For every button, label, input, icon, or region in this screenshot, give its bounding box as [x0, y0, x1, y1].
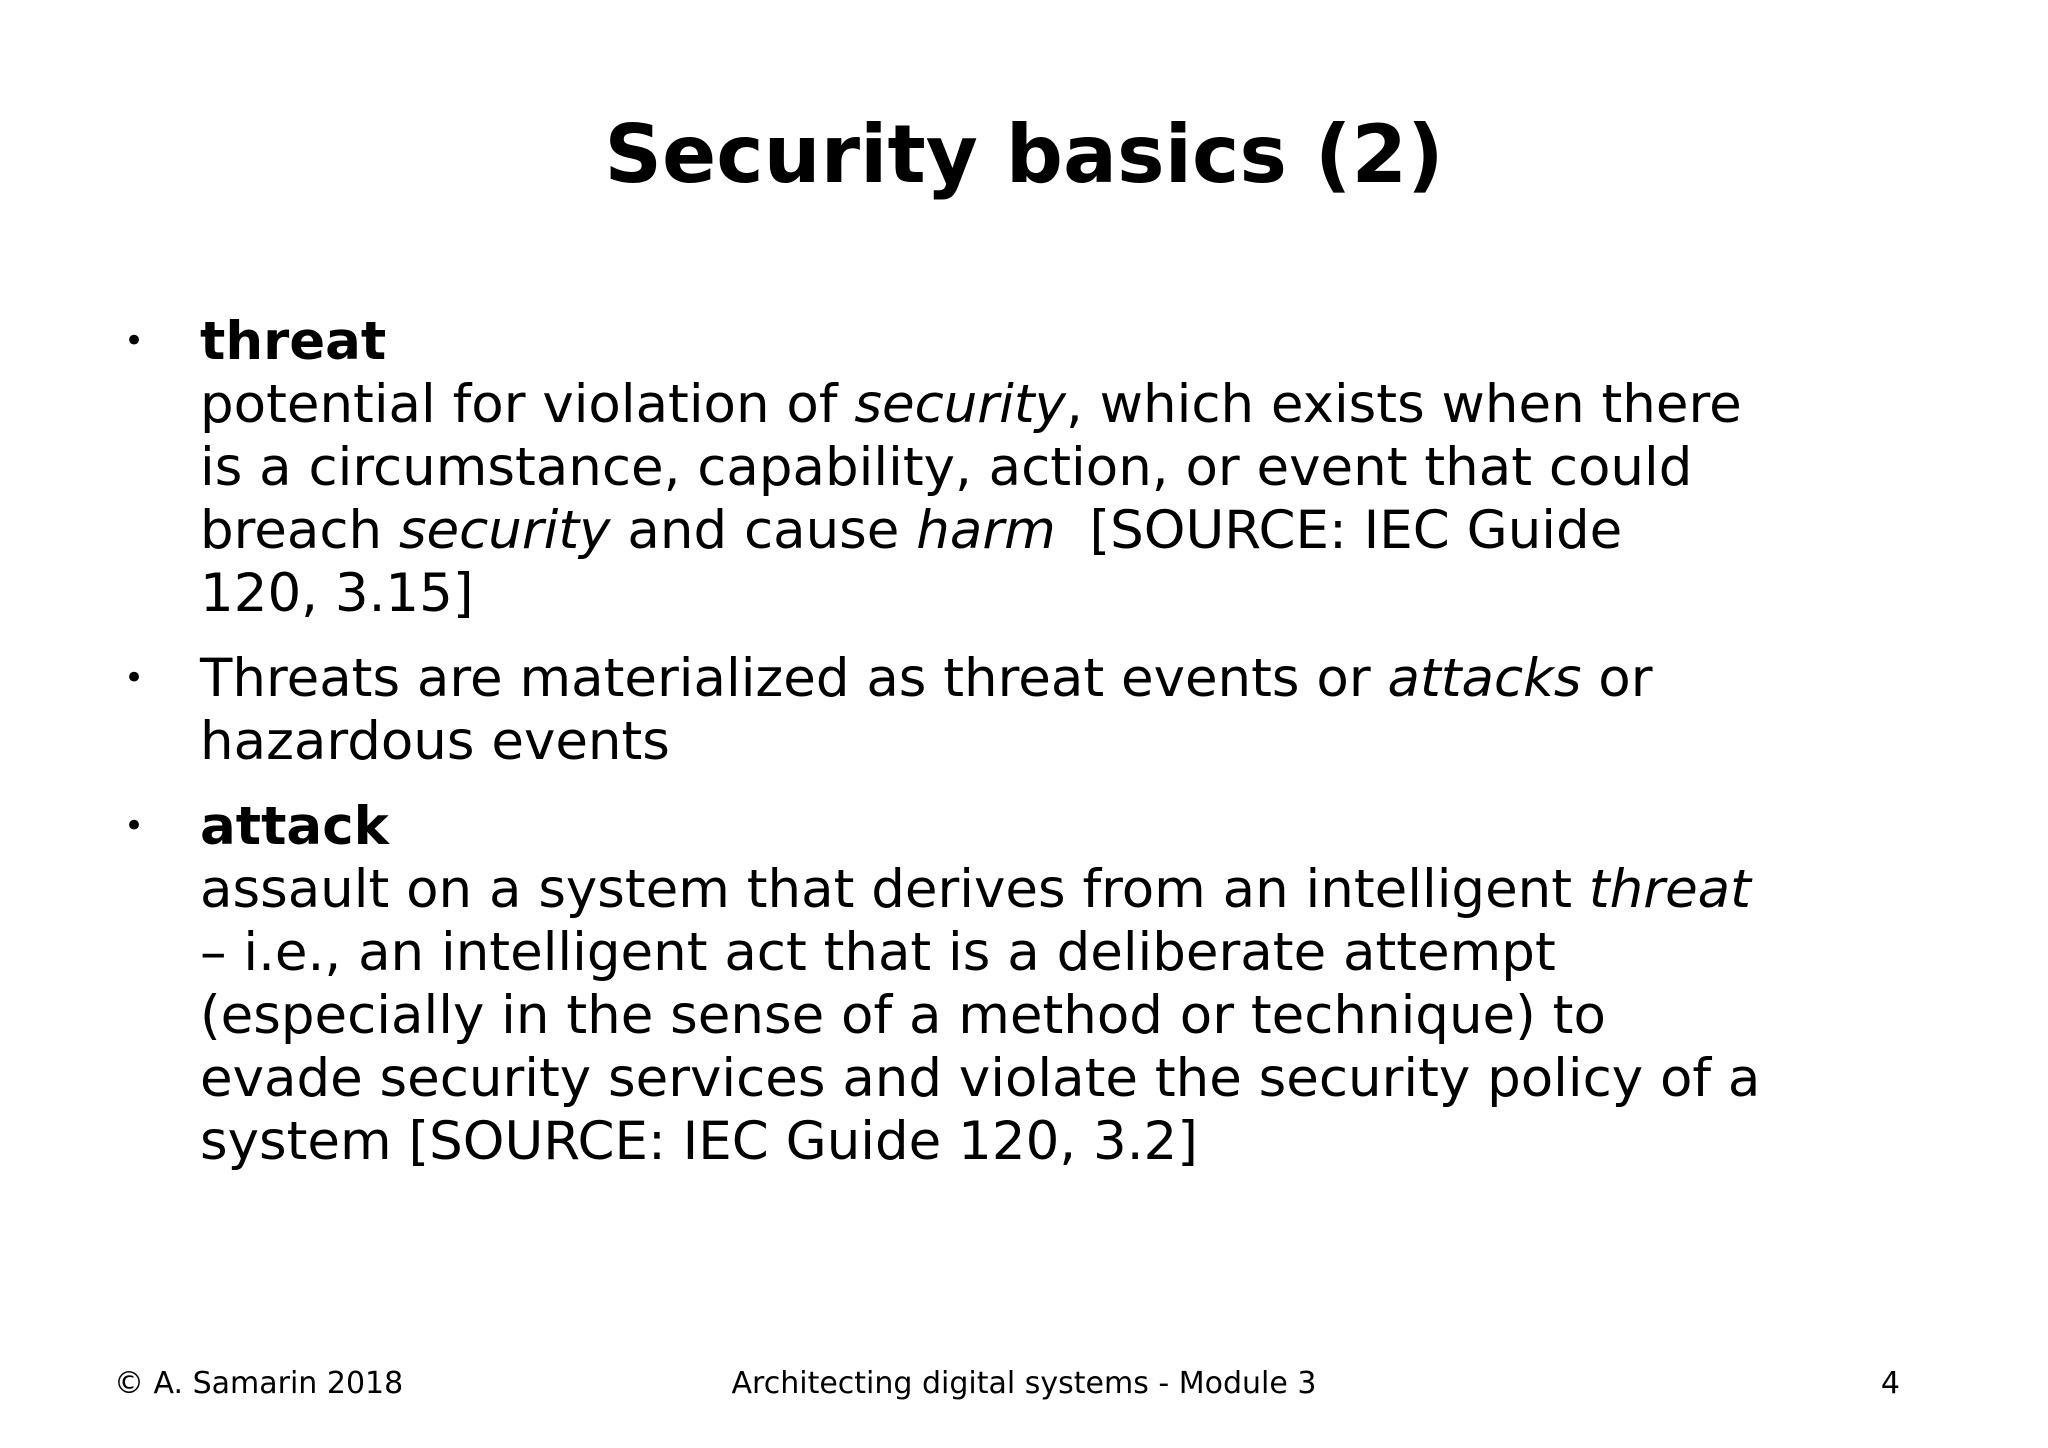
bullet-icon: • — [124, 321, 145, 361]
bullet-line: Threats are materialized as threat events or attacks or — [200, 648, 1653, 709]
footer-copyright: © A. Samarin 2018 — [114, 1366, 404, 1401]
bullet-materialization — [0, 647, 2048, 773]
definition-line: potential for violation of security, which exists when there — [200, 374, 1742, 435]
bullet-attack — [0, 795, 2048, 1173]
definition-line: breach security and cause harm [SOURCE: IEC Guide — [200, 500, 1623, 561]
bullet-icon: • — [124, 658, 145, 698]
bullet-threat — [0, 310, 2048, 625]
footer-course-title: Architecting digital systems - Module 3 — [731, 1366, 1317, 1401]
bullet-icon: • — [124, 806, 145, 846]
definition-line: (especially in the sense of a method or technique) to — [200, 985, 1606, 1046]
term-threat: threat — [200, 311, 387, 372]
slide-title: Security basics (2) — [604, 108, 1444, 201]
definition-line: evade security services and violate the security policy of a — [200, 1048, 1761, 1109]
definition-line: assault on a system that derives from an intelligent threat — [200, 859, 1751, 920]
footer-page-number: 4 — [1880, 1366, 1900, 1401]
bullet-line: hazardous events — [200, 711, 670, 772]
definition-line: 120, 3.15] — [200, 563, 474, 624]
term-attack: attack — [200, 796, 389, 857]
definition-line: system [SOURCE: IEC Guide 120, 3.2] — [200, 1111, 1198, 1172]
definition-line: is a circumstance, capability, action, or event that could — [200, 437, 1693, 498]
definition-line: – i.e., an intelligent act that is a deliberate attempt — [200, 922, 1556, 983]
bullet-list — [0, 310, 2048, 1195]
